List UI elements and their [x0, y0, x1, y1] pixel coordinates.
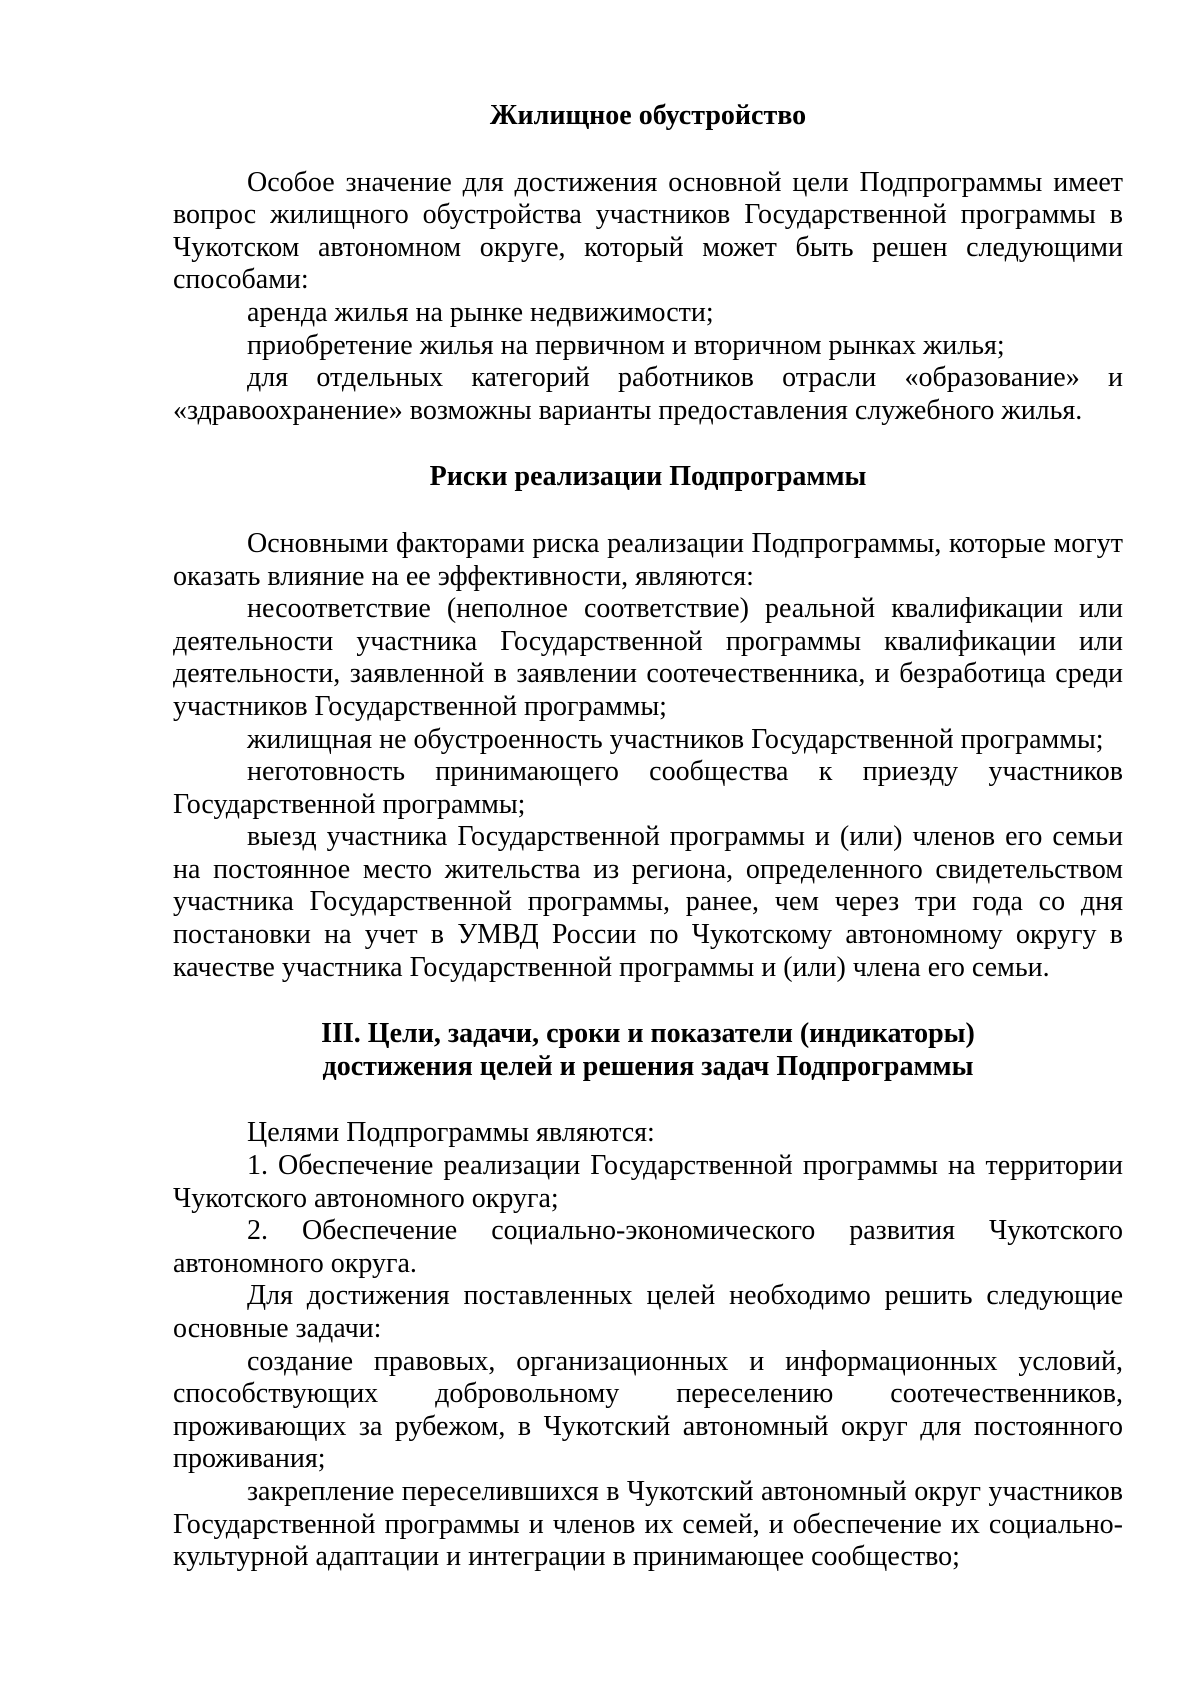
- paragraph: аренда жилья на рынке недвижимости;: [247, 296, 714, 328]
- paragraph: Особое значение для достижения основной цели Подпрограммы имеет вопрос жилищного обустройства участников Государственной программы в Чукотском автономном округе, который может быть решен следующими способами:: [173, 166, 1123, 296]
- paragraph: 1. Обеспечение реализации Государственной программы на территории Чукотского автономного округа;: [173, 1150, 1123, 1214]
- section-heading-goals: [173, 1018, 1123, 1083]
- paragraph: закрепление переселившихся в Чукотский автономный округ участников Государственной программы и членов их семей, и обеспечение их социально-культурной адаптации и интеграции в принимающее сообщество;: [173, 1475, 1123, 1573]
- section-heading-risks: Риски реализации Подпрограммы: [429, 461, 867, 493]
- paragraph: Для достижения поставленных целей необходимо решить следующие основные задачи:: [173, 1280, 1123, 1344]
- paragraph: неготовность принимающего сообщества к приезду участников Государственной программы;: [173, 756, 1123, 820]
- paragraph: создание правовых, организационных и информационных условий, способствующих добровольному переселению соотечественников, проживающих за рубежом, в Чукотский автономный округ для постоянного проживания;: [173, 1345, 1123, 1475]
- paragraph: 2. Обеспечение социально-экономического развития Чукотского автономного округа.: [173, 1215, 1123, 1279]
- paragraph: Целями Подпрограммы являются:: [247, 1117, 655, 1149]
- section-heading-housing: Жилищное обустройство: [489, 100, 807, 131]
- paragraph: Основными факторами риска реализации Подпрограммы, которые могут оказать влияние на ее эффективности, являются:: [173, 527, 1123, 592]
- paragraph: приобретение жилья на первичном и вторичном рынках жилья;: [247, 329, 1005, 361]
- paragraph: выезд участника Государственной программы и (или) членов его семьи на постоянное место жительства из региона, определенного свидетельством участника Государственной программы, ранее, чем через три года со дня постановки на учет в УМВД России по Чукотскому автономному округу в качестве участника Государственной программы и (или) члена его семьи.: [173, 821, 1123, 983]
- section-heading-goals-line1: III. Цели, задачи, сроки и показатели (индикаторы): [321, 1018, 975, 1050]
- paragraph: для отдельных категорий работников отрасли «образование» и «здравоохранение» возможны варианты предоставления служебного жилья.: [173, 362, 1123, 426]
- document-page: [173, 100, 1123, 1574]
- paragraph: несоответствие (неполное соответствие) реальной квалификации или деятельности участника Государственной программы квалификации или деятельности, заявленной в заявлении соотечественника, и безработица среди участников Государственной программы;: [173, 593, 1123, 722]
- section-heading-goals-line2: достижения целей и решения задач Подпрограммы: [322, 1050, 974, 1082]
- paragraph: жилищная не обустроенность участников Государственной программы;: [247, 723, 1104, 755]
